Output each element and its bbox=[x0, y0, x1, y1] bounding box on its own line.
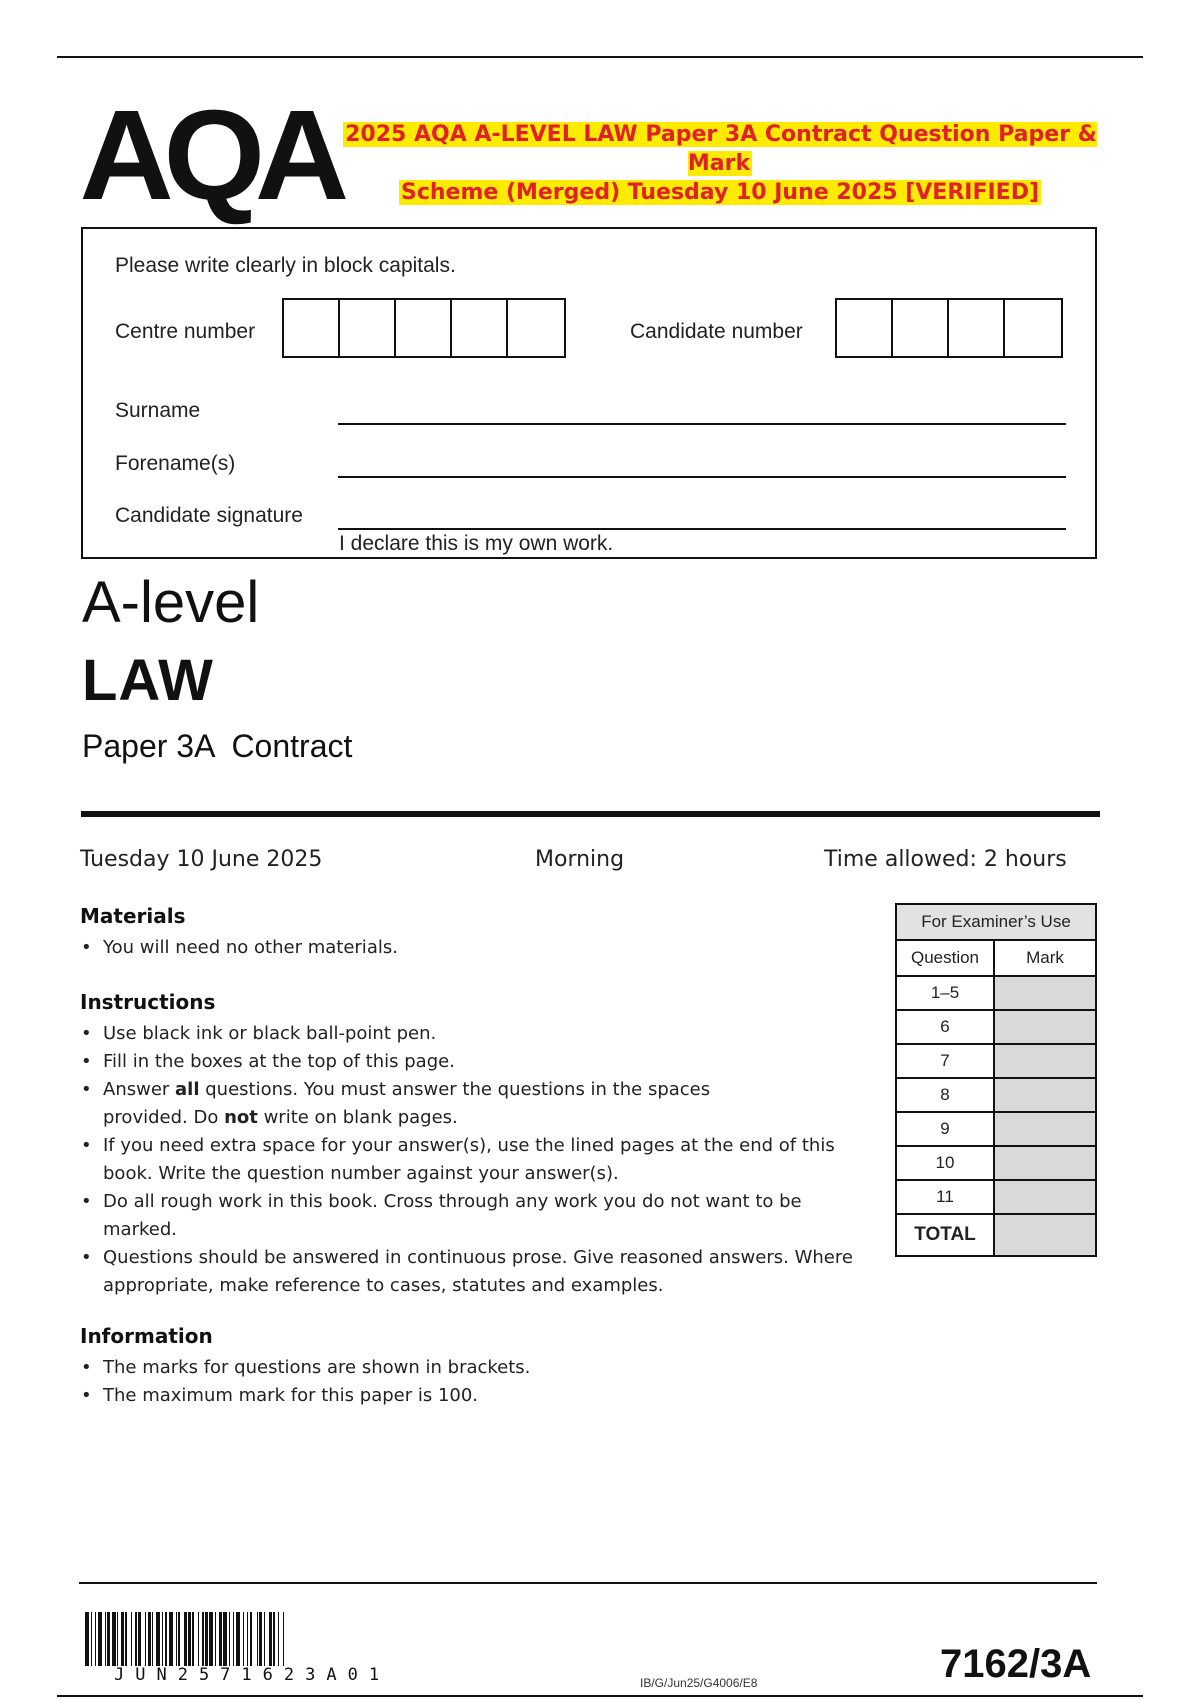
candidate-digit-box[interactable] bbox=[1005, 300, 1061, 356]
mark-cell bbox=[994, 1044, 1096, 1078]
banner-line-1: 2025 AQA A-LEVEL LAW Paper 3A Contract Question Paper & Mark bbox=[345, 122, 1097, 176]
question-number: 10 bbox=[896, 1146, 994, 1180]
materials-item: • You will need no other materials. bbox=[80, 934, 870, 962]
aqa-logo: AQA bbox=[79, 84, 339, 227]
signature-field[interactable] bbox=[338, 528, 1066, 530]
question-column-header: Question bbox=[896, 940, 994, 976]
barcode-space bbox=[284, 1612, 287, 1666]
surname-field[interactable] bbox=[338, 423, 1066, 425]
information-item: • The maximum mark for this paper is 100. bbox=[80, 1382, 870, 1410]
instructions-heading: Instructions bbox=[80, 990, 216, 1014]
qualification-level: A-level bbox=[82, 570, 260, 635]
information-heading: Information bbox=[80, 1324, 213, 1348]
question-number: 7 bbox=[896, 1044, 994, 1078]
surname-label: Surname bbox=[115, 399, 201, 422]
barcode bbox=[85, 1612, 287, 1666]
centre-number-boxes[interactable] bbox=[282, 298, 566, 358]
candidate-number-label: Candidate number bbox=[630, 320, 803, 343]
mark-cell bbox=[994, 1146, 1096, 1180]
block-capitals-instruction: Please write clearly in block capitals. bbox=[115, 254, 456, 277]
centre-digit-box[interactable] bbox=[396, 300, 452, 356]
declaration-text: I declare this is my own work. bbox=[339, 532, 614, 555]
centre-digit-box[interactable] bbox=[452, 300, 508, 356]
mark-cell bbox=[994, 976, 1096, 1010]
materials-section bbox=[80, 904, 870, 962]
instruction-item: • Answer all questions. You must answer the questions in the spaces provided. Do not write on blank pages. bbox=[80, 1076, 743, 1132]
question-number: 9 bbox=[896, 1112, 994, 1146]
candidate-digit-box[interactable] bbox=[893, 300, 949, 356]
question-number: 1–5 bbox=[896, 976, 994, 1010]
instruction-item: • Use black ink or black ball-point pen. bbox=[80, 1020, 870, 1048]
forename-label: Forename(s) bbox=[115, 452, 236, 475]
candidate-digit-box[interactable] bbox=[949, 300, 1005, 356]
top-rule bbox=[57, 56, 1143, 58]
instruction-item: • If you need extra space for your answer(s), use the lined pages at the end of this book. Write the question number against your answer(s). bbox=[80, 1132, 863, 1188]
candidate-number-boxes[interactable] bbox=[835, 298, 1063, 358]
mark-cell bbox=[994, 1112, 1096, 1146]
exam-date: Tuesday 10 June 2025 bbox=[80, 847, 323, 872]
instructions-section bbox=[80, 990, 870, 1300]
candidate-digit-box[interactable] bbox=[837, 300, 893, 356]
barcode-text: JUN2571623A01 bbox=[114, 1665, 391, 1685]
centre-digit-box[interactable] bbox=[284, 300, 340, 356]
instruction-item: • Do all rough work in this book. Cross through any work you do not want to be marked. bbox=[80, 1188, 843, 1244]
instruction-item: • Fill in the boxes at the top of this page. bbox=[80, 1048, 870, 1076]
question-number: 8 bbox=[896, 1078, 994, 1112]
mark-cell bbox=[994, 1010, 1096, 1044]
footer-rule bbox=[79, 1582, 1097, 1584]
forename-field[interactable] bbox=[338, 476, 1066, 478]
centre-digit-box[interactable] bbox=[508, 300, 564, 356]
paper-code: 7162/3A bbox=[940, 1642, 1092, 1686]
candidate-details-box bbox=[81, 227, 1097, 559]
examiner-use-table bbox=[895, 903, 1097, 1257]
total-mark-cell bbox=[994, 1214, 1096, 1256]
signature-label: Candidate signature bbox=[115, 504, 303, 527]
centre-digit-box[interactable] bbox=[340, 300, 396, 356]
information-section bbox=[80, 1324, 870, 1410]
subject-title: LAW bbox=[82, 648, 214, 713]
title-divider bbox=[81, 811, 1100, 817]
question-number: 11 bbox=[896, 1180, 994, 1214]
centre-number-label: Centre number bbox=[115, 320, 256, 343]
banner-line-2: Scheme (Merged) Tuesday 10 June 2025 [VERIFIED] bbox=[400, 180, 1040, 205]
paper-title: Paper 3A Contract bbox=[82, 728, 353, 764]
mark-column-header: Mark bbox=[994, 940, 1096, 976]
mark-cell bbox=[994, 1078, 1096, 1112]
document-reference: IB/G/Jun25/G4006/E8 bbox=[640, 1676, 758, 1690]
bottom-rule bbox=[57, 1695, 1143, 1697]
exam-session: Morning bbox=[535, 847, 625, 872]
total-label: TOTAL bbox=[896, 1214, 994, 1256]
title-banner bbox=[340, 120, 1100, 207]
examiner-table-title: For Examiner’s Use bbox=[896, 904, 1096, 940]
question-number: 6 bbox=[896, 1010, 994, 1044]
time-allowed: Time allowed: 2 hours bbox=[824, 847, 1067, 872]
instruction-item: • Questions should be answered in continuous prose. Give reasoned answers. Where appropriate, make reference to cases, statutes and examples. bbox=[80, 1244, 893, 1300]
materials-heading: Materials bbox=[80, 904, 186, 928]
information-item: • The marks for questions are shown in brackets. bbox=[80, 1354, 870, 1382]
mark-cell bbox=[994, 1180, 1096, 1214]
